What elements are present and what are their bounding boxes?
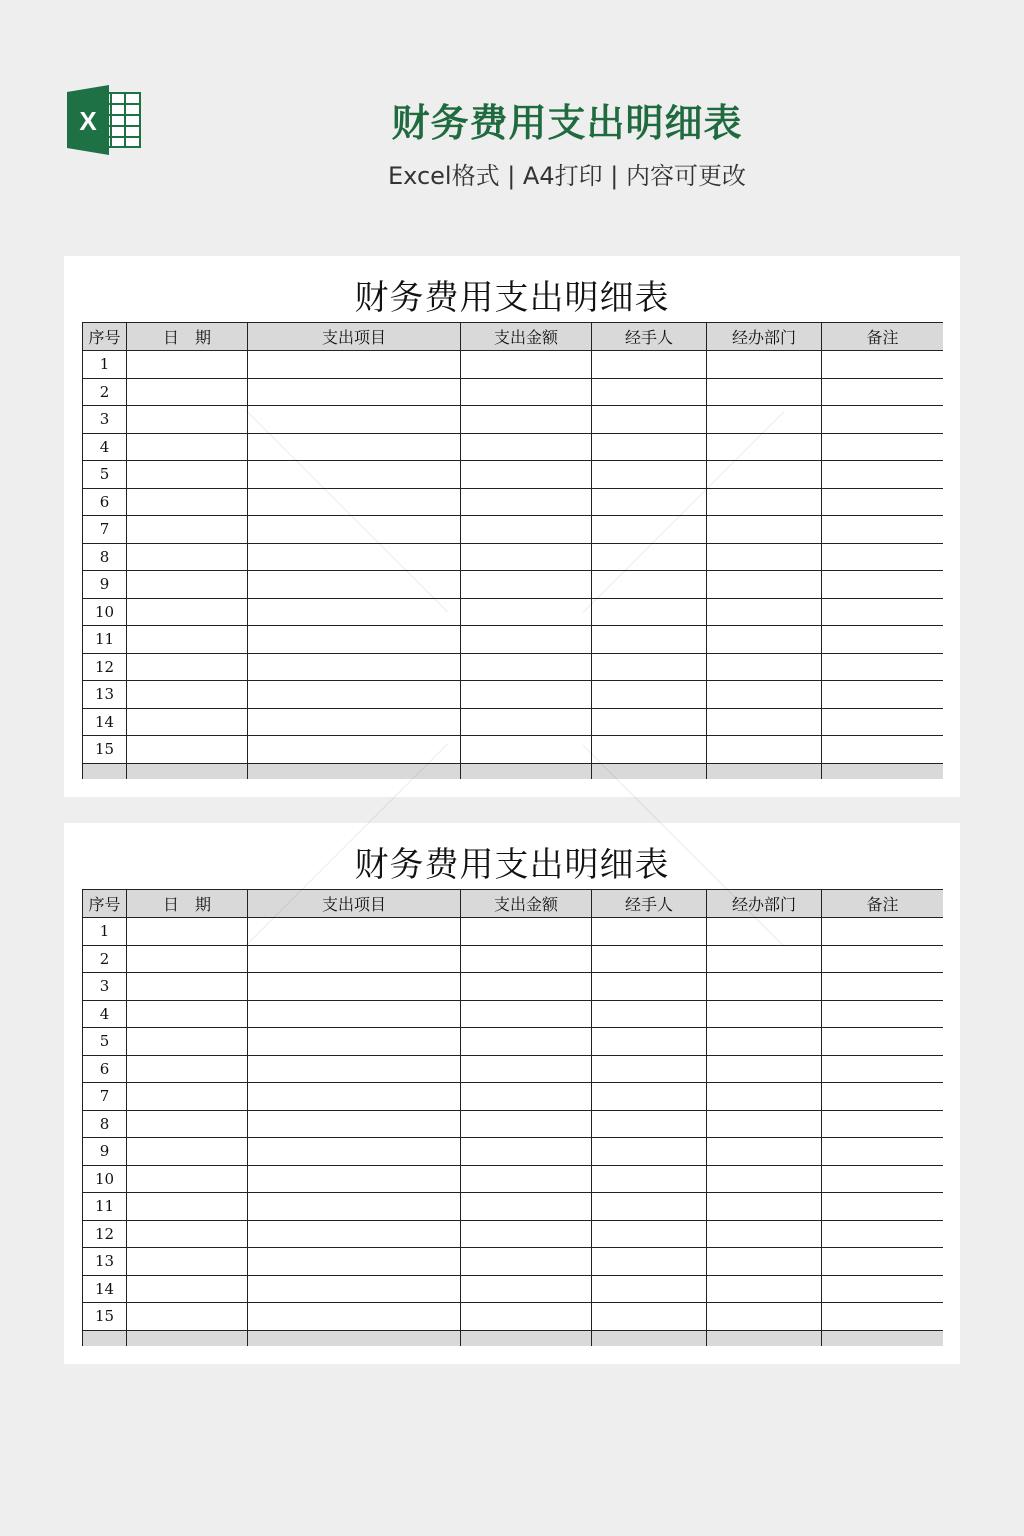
table-cell[interactable]	[127, 1000, 248, 1028]
row-index: 4	[83, 1000, 127, 1028]
table-row	[83, 406, 944, 434]
table-cell[interactable]	[822, 1028, 944, 1056]
table-cell[interactable]	[127, 1303, 248, 1331]
row-index: 9	[83, 1138, 127, 1166]
table-cell[interactable]	[461, 543, 592, 571]
table-cell[interactable]	[707, 1110, 822, 1138]
row-index: 11	[83, 626, 127, 654]
table-cell[interactable]	[707, 1303, 822, 1331]
table-cell[interactable]	[707, 973, 822, 1001]
col-header-date: 日 期	[127, 323, 248, 351]
table-cell[interactable]	[592, 1248, 707, 1276]
table-cell[interactable]	[822, 945, 944, 973]
table-cell[interactable]	[127, 1248, 248, 1276]
col-header-amount: 支出金额	[461, 890, 592, 918]
table-cell[interactable]	[461, 1165, 592, 1193]
row-index: 2	[83, 378, 127, 406]
table-cell[interactable]	[707, 433, 822, 461]
table-row	[83, 626, 944, 654]
table-cell[interactable]	[707, 1248, 822, 1276]
table-cell	[248, 763, 461, 779]
table-cell[interactable]	[127, 1028, 248, 1056]
table-cell[interactable]	[248, 433, 461, 461]
table-cell[interactable]	[127, 461, 248, 489]
table-cell[interactable]	[127, 1220, 248, 1248]
expense-table	[82, 322, 943, 779]
table-cell[interactable]	[461, 1055, 592, 1083]
col-header-date: 日 期	[127, 890, 248, 918]
table-cell[interactable]	[461, 918, 592, 946]
table-cell[interactable]	[248, 406, 461, 434]
svg-text:X: X	[79, 106, 97, 136]
table-cell[interactable]	[592, 1220, 707, 1248]
row-index: 6	[83, 488, 127, 516]
row-index: 3	[83, 406, 127, 434]
table-cell[interactable]	[822, 1193, 944, 1221]
table-cell[interactable]	[127, 945, 248, 973]
table-cell[interactable]	[707, 378, 822, 406]
hero-title: 财务费用支出明细表	[391, 101, 743, 145]
table-cell[interactable]	[592, 433, 707, 461]
table-cell[interactable]	[822, 543, 944, 571]
table-cell	[461, 763, 592, 779]
table-cell[interactable]	[707, 1165, 822, 1193]
table-row-clipped	[83, 763, 944, 779]
row-index: 7	[83, 1083, 127, 1111]
sheet-title: 财务费用支出明细表	[354, 845, 670, 885]
row-index: 15	[83, 1303, 127, 1331]
table-row	[83, 598, 944, 626]
table-cell[interactable]	[592, 378, 707, 406]
table-cell[interactable]	[461, 945, 592, 973]
table-cell[interactable]	[592, 461, 707, 489]
table-cell[interactable]	[248, 1165, 461, 1193]
table-row	[83, 516, 944, 544]
table-cell[interactable]	[822, 626, 944, 654]
table-cell[interactable]	[461, 1000, 592, 1028]
table-cell[interactable]	[592, 1083, 707, 1111]
sheet-preview-2	[64, 823, 960, 1364]
table-cell[interactable]	[127, 708, 248, 736]
table-cell[interactable]	[592, 1110, 707, 1138]
table-cell	[83, 1330, 127, 1346]
table-cell[interactable]	[592, 945, 707, 973]
table-cell[interactable]	[707, 461, 822, 489]
row-index: 11	[83, 1193, 127, 1221]
table-row	[83, 1028, 944, 1056]
table-cell[interactable]	[822, 488, 944, 516]
table-cell	[707, 1330, 822, 1346]
table-row	[83, 351, 944, 379]
row-index: 2	[83, 945, 127, 973]
row-index: 12	[83, 1220, 127, 1248]
table-cell[interactable]	[592, 653, 707, 681]
table-cell[interactable]	[822, 681, 944, 709]
table-cell[interactable]	[592, 918, 707, 946]
table-cell[interactable]	[461, 598, 592, 626]
table-cell[interactable]	[127, 571, 248, 599]
table-row	[83, 708, 944, 736]
table-cell[interactable]	[822, 1083, 944, 1111]
table-cell[interactable]	[592, 598, 707, 626]
table-cell[interactable]	[822, 653, 944, 681]
table-cell[interactable]	[248, 708, 461, 736]
table-cell[interactable]	[248, 681, 461, 709]
row-index: 5	[83, 461, 127, 489]
table-cell[interactable]	[707, 1000, 822, 1028]
table-row	[83, 571, 944, 599]
table-cell[interactable]	[461, 433, 592, 461]
table-cell[interactable]	[127, 598, 248, 626]
table-cell[interactable]	[707, 571, 822, 599]
table-cell[interactable]	[461, 1083, 592, 1111]
table-cell	[248, 1330, 461, 1346]
table-cell[interactable]	[822, 1248, 944, 1276]
table-cell[interactable]	[822, 351, 944, 379]
table-row	[83, 653, 944, 681]
row-index: 15	[83, 736, 127, 764]
table-cell[interactable]	[592, 351, 707, 379]
table-row	[83, 433, 944, 461]
table-cell[interactable]	[592, 516, 707, 544]
table-row	[83, 918, 944, 946]
table-cell[interactable]	[248, 351, 461, 379]
col-header-notes: 备注	[822, 323, 944, 351]
table-cell[interactable]	[127, 1275, 248, 1303]
table-cell[interactable]	[822, 1303, 944, 1331]
table-cell[interactable]	[127, 1138, 248, 1166]
table-cell[interactable]	[822, 1275, 944, 1303]
table-cell[interactable]	[822, 918, 944, 946]
table-cell[interactable]	[248, 1220, 461, 1248]
table-cell[interactable]	[707, 543, 822, 571]
row-index: 3	[83, 973, 127, 1001]
row-index: 13	[83, 1248, 127, 1276]
table-cell	[127, 1330, 248, 1346]
table-cell[interactable]	[248, 543, 461, 571]
table-cell[interactable]	[592, 626, 707, 654]
table-cell[interactable]	[592, 1138, 707, 1166]
table-cell[interactable]	[592, 1165, 707, 1193]
table-cell[interactable]	[461, 488, 592, 516]
table-cell	[822, 763, 944, 779]
table-cell[interactable]	[461, 1220, 592, 1248]
table-cell[interactable]	[707, 945, 822, 973]
table-cell[interactable]	[461, 708, 592, 736]
table-cell[interactable]	[127, 1110, 248, 1138]
table-cell[interactable]	[461, 1275, 592, 1303]
table-cell[interactable]	[248, 1193, 461, 1221]
row-index: 10	[83, 1165, 127, 1193]
table-row	[83, 1165, 944, 1193]
table-cell[interactable]	[707, 918, 822, 946]
table-cell[interactable]	[248, 626, 461, 654]
table-cell[interactable]	[248, 1000, 461, 1028]
table-row	[83, 1220, 944, 1248]
table-row	[83, 1193, 944, 1221]
table-cell[interactable]	[707, 1055, 822, 1083]
table-cell[interactable]	[822, 1000, 944, 1028]
table-cell[interactable]	[707, 653, 822, 681]
table-cell[interactable]	[707, 708, 822, 736]
table-cell[interactable]	[248, 1303, 461, 1331]
table-row	[83, 1055, 944, 1083]
table-cell[interactable]	[707, 736, 822, 764]
col-header-item: 支出项目	[248, 323, 461, 351]
table-row	[83, 461, 944, 489]
table-cell[interactable]	[127, 918, 248, 946]
table-viewport	[82, 889, 943, 1346]
table-row	[83, 1138, 944, 1166]
row-index: 1	[83, 351, 127, 379]
table-cell[interactable]	[127, 1193, 248, 1221]
row-index: 14	[83, 1275, 127, 1303]
table-cell[interactable]	[707, 1220, 822, 1248]
table-cell[interactable]	[461, 406, 592, 434]
table-cell[interactable]	[248, 736, 461, 764]
table-header-row	[83, 323, 944, 351]
table-cell[interactable]	[822, 1055, 944, 1083]
table-row	[83, 1110, 944, 1138]
table-header-row	[83, 890, 944, 918]
table-cell	[127, 763, 248, 779]
table-cell[interactable]	[822, 433, 944, 461]
table-cell[interactable]	[461, 681, 592, 709]
table-cell[interactable]	[592, 973, 707, 1001]
table-cell[interactable]	[822, 598, 944, 626]
table-cell[interactable]	[592, 1055, 707, 1083]
table-cell[interactable]	[461, 973, 592, 1001]
table-row	[83, 1275, 944, 1303]
table-cell[interactable]	[822, 516, 944, 544]
table-cell[interactable]	[822, 708, 944, 736]
table-cell[interactable]	[707, 681, 822, 709]
table-cell[interactable]	[707, 1028, 822, 1056]
table-row	[83, 1248, 944, 1276]
table-cell[interactable]	[248, 1055, 461, 1083]
table-cell[interactable]	[248, 653, 461, 681]
col-header-handler: 经手人	[592, 323, 707, 351]
table-cell[interactable]	[592, 488, 707, 516]
table-cell[interactable]	[248, 945, 461, 973]
table-cell[interactable]	[592, 406, 707, 434]
col-header-department: 经办部门	[707, 890, 822, 918]
table-row-clipped	[83, 1330, 944, 1346]
table-cell[interactable]	[248, 1138, 461, 1166]
table-cell[interactable]	[248, 488, 461, 516]
col-header-handler: 经手人	[592, 890, 707, 918]
table-cell[interactable]	[127, 516, 248, 544]
table-row	[83, 488, 944, 516]
table-cell[interactable]	[707, 516, 822, 544]
table-cell	[83, 763, 127, 779]
table-cell[interactable]	[248, 1083, 461, 1111]
table-cell[interactable]	[592, 1028, 707, 1056]
table-cell[interactable]	[127, 681, 248, 709]
table-cell[interactable]	[127, 1083, 248, 1111]
col-header-amount: 支出金额	[461, 323, 592, 351]
table-cell[interactable]	[822, 571, 944, 599]
row-index: 5	[83, 1028, 127, 1056]
row-index: 13	[83, 681, 127, 709]
expense-table	[82, 889, 943, 1346]
table-cell[interactable]	[707, 598, 822, 626]
row-index: 4	[83, 433, 127, 461]
table-cell[interactable]	[822, 461, 944, 489]
table-cell[interactable]	[822, 736, 944, 764]
table-cell[interactable]	[461, 1248, 592, 1276]
col-header-notes: 备注	[822, 890, 944, 918]
table-cell[interactable]	[707, 1138, 822, 1166]
table-row	[83, 1000, 944, 1028]
table-cell[interactable]	[461, 516, 592, 544]
table-cell[interactable]	[592, 708, 707, 736]
table-cell[interactable]	[461, 1193, 592, 1221]
table-cell[interactable]	[127, 433, 248, 461]
table-cell[interactable]	[127, 488, 248, 516]
table-cell	[707, 763, 822, 779]
table-cell	[461, 1330, 592, 1346]
table-cell[interactable]	[248, 1110, 461, 1138]
table-row	[83, 378, 944, 406]
table-row	[83, 973, 944, 1001]
table-cell[interactable]	[461, 1303, 592, 1331]
table-cell[interactable]	[248, 598, 461, 626]
row-index: 10	[83, 598, 127, 626]
table-cell[interactable]	[461, 1028, 592, 1056]
table-viewport	[82, 322, 943, 779]
row-index: 9	[83, 571, 127, 599]
table-cell[interactable]	[461, 351, 592, 379]
col-header-item: 支出项目	[248, 890, 461, 918]
table-cell[interactable]	[707, 351, 822, 379]
table-row	[83, 1083, 944, 1111]
table-row	[83, 945, 944, 973]
row-index: 12	[83, 653, 127, 681]
sheet-title: 财务费用支出明细表	[354, 278, 670, 318]
table-cell[interactable]	[127, 1055, 248, 1083]
table-cell[interactable]	[707, 488, 822, 516]
table-cell[interactable]	[822, 406, 944, 434]
table-cell[interactable]	[248, 918, 461, 946]
table-cell[interactable]	[822, 1165, 944, 1193]
table-cell[interactable]	[248, 461, 461, 489]
table-cell	[592, 1330, 707, 1346]
table-cell[interactable]	[707, 1193, 822, 1221]
table-cell[interactable]	[248, 973, 461, 1001]
sheet-preview-1	[64, 256, 960, 797]
table-row	[83, 681, 944, 709]
table-cell[interactable]	[822, 378, 944, 406]
table-cell[interactable]	[461, 736, 592, 764]
table-cell[interactable]	[248, 1248, 461, 1276]
row-index: 6	[83, 1055, 127, 1083]
table-cell[interactable]	[822, 1110, 944, 1138]
table-cell[interactable]	[822, 1138, 944, 1166]
col-header-index: 序号	[83, 323, 127, 351]
col-header-department: 经办部门	[707, 323, 822, 351]
table-cell[interactable]	[127, 1165, 248, 1193]
table-cell[interactable]	[127, 973, 248, 1001]
table-row	[83, 1303, 944, 1331]
table-row	[83, 543, 944, 571]
table-cell[interactable]	[592, 1303, 707, 1331]
table-cell[interactable]	[127, 736, 248, 764]
table-cell[interactable]	[127, 378, 248, 406]
hero-subtitle: Excel格式 | A4打印 | 内容可更改	[388, 162, 746, 190]
table-row	[83, 736, 944, 764]
table-cell[interactable]	[127, 406, 248, 434]
col-header-index: 序号	[83, 890, 127, 918]
table-cell[interactable]	[127, 626, 248, 654]
table-cell[interactable]	[707, 626, 822, 654]
table-cell[interactable]	[127, 351, 248, 379]
table-cell[interactable]	[592, 736, 707, 764]
table-cell[interactable]	[592, 1193, 707, 1221]
table-cell[interactable]	[707, 1275, 822, 1303]
table-cell[interactable]	[248, 1028, 461, 1056]
table-cell[interactable]	[248, 1275, 461, 1303]
row-index: 1	[83, 918, 127, 946]
table-cell[interactable]	[461, 626, 592, 654]
table-cell[interactable]	[461, 1110, 592, 1138]
row-index: 7	[83, 516, 127, 544]
row-index: 8	[83, 1110, 127, 1138]
table-cell[interactable]	[461, 461, 592, 489]
table-cell[interactable]	[822, 973, 944, 1001]
table-cell[interactable]	[592, 681, 707, 709]
table-cell[interactable]	[592, 1000, 707, 1028]
row-index: 8	[83, 543, 127, 571]
table-cell[interactable]	[461, 653, 592, 681]
table-cell[interactable]	[248, 378, 461, 406]
table-cell[interactable]	[592, 1275, 707, 1303]
table-cell[interactable]	[707, 1083, 822, 1111]
table-cell[interactable]	[461, 378, 592, 406]
row-index: 14	[83, 708, 127, 736]
table-cell[interactable]	[822, 1220, 944, 1248]
table-cell	[822, 1330, 944, 1346]
table-cell[interactable]	[461, 571, 592, 599]
table-cell[interactable]	[461, 1138, 592, 1166]
table-cell[interactable]	[127, 543, 248, 571]
table-cell[interactable]	[127, 653, 248, 681]
